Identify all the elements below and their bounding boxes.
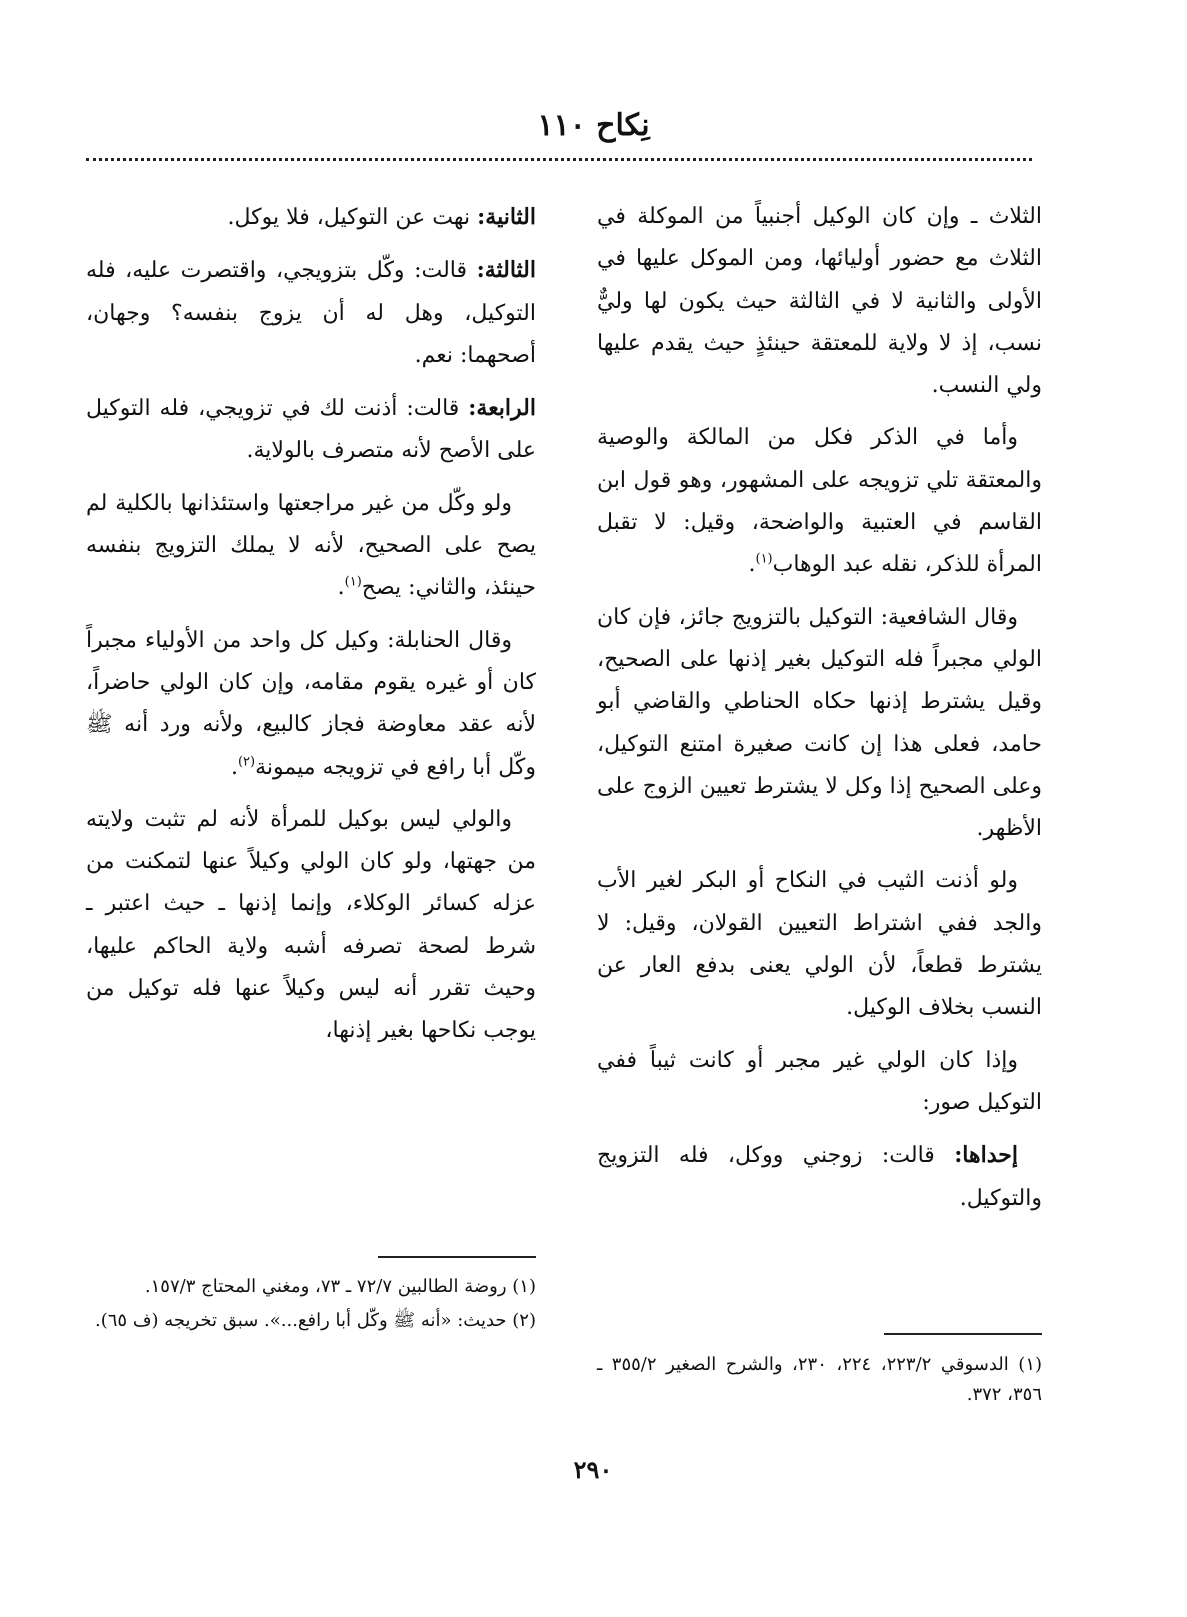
paragraph (597, 1040, 1042, 1125)
footnote: (١) روضة الطالبين ٧٢/٧ ـ ٧٣، ومغني المحتاج ١٥٧/٣. (144, 1276, 536, 1297)
paragraph-text: ولو وكّل من غير مراجعتها واستئذانها بالكلية لم يصح على الصحيح، لأنه لا يملك التزويج بنفسه حينئذ، والثاني: يصح (86, 490, 536, 601)
paragraph-text: قالت: زوجني ووكل، فله التزويج والتوكيل. (597, 1143, 1042, 1211)
footnote-divider (884, 1333, 1042, 1335)
paragraph-text: نهت عن التوكيل، فلا يوكل. (227, 205, 478, 230)
footnotes-right (597, 1350, 1042, 1414)
paragraph-lead: إحداها: (954, 1142, 1018, 1169)
paragraph-tail: . (337, 575, 345, 601)
paragraph (597, 417, 1042, 586)
footnote-ref[interactable]: (١) (755, 552, 773, 568)
footnote: (١) الدسوقي ٢٢٣/٢، ٢٢٤، ٢٣٠، والشرح الصغير ٣٥٥/٢ ـ ٣٥٦، ٣٧٢. (597, 1354, 1043, 1405)
right-column (597, 196, 1042, 1230)
paragraph (86, 196, 536, 239)
footnote-divider (378, 1256, 536, 1258)
paragraph-text: ولو أذنت الثيب في النكاح أو البكر لغير الأب والجد ففي اشتراط التعيين القولان، وقيل: لا يشترط قطعاً، لأن الولي يعنى بدفع العار عن النسب بخلاف الوكيل. (597, 868, 1042, 1021)
footnote-ref[interactable]: (٢) (237, 754, 256, 770)
paragraph-text: قالت: وكّل بتزويجي، واقتصرت عليه، فله التوكيل، وهل له أن يزوج بنفسه؟ وجهان، أصحهما: نعم. (86, 258, 536, 368)
paragraph-text: وقال الحنابلة: وكيل كل واحد من الأولياء مجبراً كان أو غيره يقوم مقامه، وإن كان الولي حاضراً، لأنه عقد معاوضة فجاز كالبيع، ولأنه ورد أنه ﷺ وكّل أبا رافع في تزويجه ميمونة (86, 627, 536, 780)
paragraph (597, 860, 1042, 1029)
paragraph (86, 387, 536, 473)
paragraph (86, 620, 536, 789)
paragraph-text: الثلاث ـ وإن كان الوكيل أجنبياً من الموكلة في الثلاث مع حضور أوليائها، ومن الموكل عليها في الأولى والثانية لا في الثالثة حيث يكون لها وليٌّ نسب، إذ لا ولاية للمعتقة حينئذٍ حيث يقدم عليها ولي النسب. (597, 204, 1042, 399)
left-column (86, 196, 536, 1063)
paragraph-text: وإذا كان الولي غير مجبر أو كانت ثيباً ففي التوكيل صور: (597, 1047, 1042, 1115)
paragraph-text: وأما في الذكر فكل من المالكة والوصية والمعتقة تلي تزويجه على المشهور، وهو قول ابن القاسم في العتبية والواضحة، وقيل: لا تقبل المرأة للذكر، نقله عبد الوهاب (597, 425, 1042, 578)
paragraph (597, 597, 1042, 851)
paragraph-text: وقال الشافعية: التوكيل بالتزويج جائز، فإن كان الولي مجبراً فله التوكيل بغير إذنها على الصحيح، وقيل يشترط إذنها حكاه الحناطي والقاضي أبو حامد، فعلى هذا إن كانت صغيرة امتنع التوكيل، وعلى الصحيح إذا وكل لا يشترط تعيين الزوج على الأظهر. (597, 604, 1042, 842)
page-header-title: نِكاح ١١٠ (537, 108, 650, 143)
paragraph-lead: الثانية: (477, 204, 536, 230)
paragraph-lead: الثالثة: (476, 257, 536, 284)
paragraph-tail: . (748, 552, 756, 578)
paragraph-text: قالت: أذنت لك في تزويجي، فله التوكيل على الأصح لأنه متصرف بالولاية. (86, 396, 536, 464)
paragraph (86, 249, 536, 377)
header-dotted-divider (86, 158, 1032, 161)
paragraph (597, 196, 1042, 407)
paragraph (597, 1134, 1042, 1220)
paragraph-lead: الرابعة: (468, 395, 536, 422)
footnote-ref[interactable]: (١) (344, 575, 362, 591)
paragraph-tail: . (230, 754, 238, 780)
paragraph (86, 483, 536, 610)
paragraph-text: والولي ليس بوكيل للمرأة لأنه لم تثبت ولايته من جهتها، ولو كان الولي وكيلاً عنها لتمكنت من عزله كسائر الوكلاء، وإنما إذنها ـ حيث اعتبر ـ شرط لصحة تصرفه أشبه ولاية الحاكم عليها، وحيث تقرر أنه ليس وكيلاً عنها فله توكيل من يوجب نكاحها بغير إذنها، (86, 806, 536, 1044)
paragraph (86, 799, 536, 1053)
footnotes-left (86, 1272, 536, 1340)
page-number: ٢٩٠ (573, 1455, 613, 1484)
footnote: (٢) حديث: «أنه ﷺ وكّل أبا رافع...». سبق تخريجه (ف ٦٥). (95, 1310, 536, 1331)
